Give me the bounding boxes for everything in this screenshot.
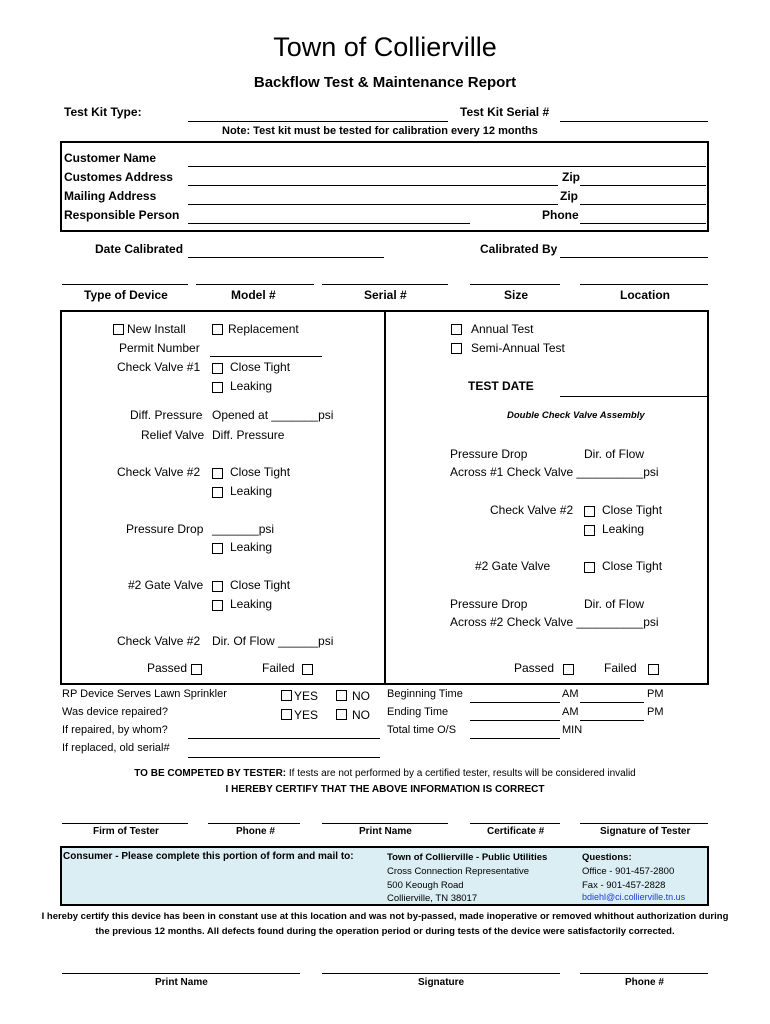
- replacement-checkbox[interactable]: [212, 324, 223, 335]
- right-passed-checkbox[interactable]: [563, 664, 574, 675]
- new-install-checkbox[interactable]: [113, 324, 124, 335]
- permit-number-field[interactable]: [210, 356, 322, 357]
- certificate-label: Certificate #: [487, 826, 545, 837]
- gate-valve-2-label: #2 Gate Valve: [128, 578, 204, 592]
- beginning-pm-field[interactable]: [580, 702, 644, 703]
- right-failed-checkbox[interactable]: [648, 664, 659, 675]
- right-cv2-leaking-checkbox[interactable]: [584, 525, 595, 536]
- tester-print-name-label: Print Name: [359, 826, 412, 837]
- cv2-leaking-checkbox[interactable]: [212, 487, 223, 498]
- beginning-time-field[interactable]: [470, 702, 560, 703]
- am2-label: AM: [562, 706, 579, 718]
- old-serial-label: If replaced, old serial#: [62, 742, 170, 754]
- zip2-label: Zip: [560, 189, 578, 203]
- relief-valve-label: Relief Valve: [141, 428, 205, 442]
- gv2-close-tight-checkbox[interactable]: [212, 581, 223, 592]
- calibrated-by-label: Calibrated By: [480, 242, 558, 256]
- sprinkler-yes-checkbox[interactable]: [281, 690, 292, 701]
- test-date-label: TEST DATE: [468, 379, 534, 393]
- diff-pressure-label: Diff. Pressure: [130, 408, 203, 422]
- pd-leaking-checkbox[interactable]: [212, 543, 223, 554]
- left-passed-label: Passed: [147, 661, 188, 675]
- across-cv2-field[interactable]: Across #2 Check Valve __________psi: [450, 615, 659, 629]
- dir-of-flow-field[interactable]: Dir. Of Flow ______psi: [212, 634, 334, 648]
- cv2-flow-label: Check Valve #2: [117, 634, 201, 648]
- dca-label: Double Check Valve Assembly: [507, 410, 645, 421]
- calibration-note: Note: Test kit must be tested for calibration every 12 months: [222, 125, 538, 137]
- tester-notice: [0, 768, 770, 779]
- replacement-label: Replacement: [228, 322, 299, 336]
- customer-address-label: Customes Address: [64, 170, 173, 184]
- right-cv2-leaking-label: Leaking: [602, 522, 645, 536]
- fax-number: Fax - 901-457-2828: [582, 880, 666, 891]
- tester-notice-text: If tests are not performed by a certified tester, results will be considered invalid: [286, 768, 636, 779]
- certify-statement: I HEREBY CERTIFY THAT THE ABOVE INFORMATION IS CORRECT: [225, 784, 545, 795]
- zip2-field[interactable]: [580, 204, 706, 205]
- gv2-close-tight-label: Close Tight: [230, 578, 291, 592]
- am-label: AM: [562, 688, 579, 700]
- consumer-signature-label: Signature: [418, 977, 465, 988]
- min-label: MIN: [562, 724, 583, 736]
- pm-label: PM: [647, 688, 664, 700]
- mail-street: 500 Keough Road: [387, 880, 464, 891]
- right-gate-valve-2-label: #2 Gate Valve: [475, 559, 551, 573]
- mailing-address-label: Mailing Address: [64, 189, 157, 203]
- phone-label: Phone: [542, 208, 579, 222]
- dir-flow-1-label: Dir. of Flow: [584, 447, 645, 461]
- cv1-close-tight-checkbox[interactable]: [212, 363, 223, 374]
- left-passed-checkbox[interactable]: [191, 664, 202, 675]
- test-date-field[interactable]: [560, 396, 708, 397]
- serial-header: Serial #: [364, 288, 407, 302]
- pressure-drop-2-label: Pressure Drop: [450, 597, 528, 611]
- tester-signature-field[interactable]: [580, 823, 708, 824]
- consumer-print-name-field[interactable]: [62, 973, 300, 974]
- repaired-no-checkbox[interactable]: [336, 709, 347, 720]
- annual-test-checkbox[interactable]: [451, 324, 462, 335]
- office-phone: Office - 901-457-2800: [582, 866, 675, 877]
- cv1-leaking-checkbox[interactable]: [212, 382, 223, 393]
- tester-phone-label: Phone #: [236, 826, 275, 837]
- right-passed-label: Passed: [514, 661, 555, 675]
- ending-pm-field[interactable]: [580, 720, 644, 721]
- customer-name-field[interactable]: [188, 166, 706, 167]
- test-kit-serial-label: Test Kit Serial #: [460, 105, 550, 119]
- right-gv2-close-tight-checkbox[interactable]: [584, 562, 595, 573]
- rp-sprinkler-label: RP Device Serves Lawn Sprinkler: [62, 688, 227, 700]
- repaired-by-field[interactable]: [188, 738, 380, 739]
- firm-of-tester-field[interactable]: [62, 823, 188, 824]
- tester-signature-label: Signature of Tester: [600, 826, 691, 837]
- cv2-close-tight-checkbox[interactable]: [212, 468, 223, 479]
- model-header: Model #: [231, 288, 276, 302]
- right-cv2-close-tight-label: Close Tight: [602, 503, 663, 517]
- repaired-no-label: NO: [352, 708, 370, 722]
- consumer-instruction: Consumer - Please complete this portion of form and mail to:: [63, 851, 354, 862]
- sprinkler-no-checkbox[interactable]: [336, 690, 347, 701]
- date-calibrated-field[interactable]: [188, 257, 384, 258]
- repaired-by-label: If repaired, by whom?: [62, 724, 168, 736]
- type-of-device-header: Type of Device: [84, 288, 168, 302]
- mailing-address-field[interactable]: [188, 204, 558, 205]
- zip-field[interactable]: [580, 185, 706, 186]
- gv2-leaking-label: Leaking: [230, 597, 273, 611]
- was-repaired-label: Was device repaired?: [62, 706, 168, 718]
- ending-time-label: Ending Time: [387, 706, 449, 718]
- permit-number-label: Permit Number: [119, 341, 200, 355]
- pm2-label: PM: [647, 706, 664, 718]
- beginning-time-label: Beginning Time: [387, 688, 463, 700]
- semi-annual-test-checkbox[interactable]: [451, 343, 462, 354]
- device-size-field[interactable]: [470, 284, 560, 285]
- cv2-leaking-label: Leaking: [230, 484, 273, 498]
- pressure-drop-field[interactable]: _______psi: [212, 522, 275, 536]
- device-location-field[interactable]: [580, 284, 708, 285]
- location-header: Location: [620, 288, 670, 302]
- firm-of-tester-label: Firm of Tester: [93, 826, 159, 837]
- zip-label: Zip: [562, 170, 580, 184]
- consumer-phone-label: Phone #: [625, 977, 664, 988]
- certificate-field[interactable]: [470, 823, 560, 824]
- footer-statement-1: I hereby certify this device has been in constant use at this location and was not by-passed, made inoperative or removed whithout authorization during: [41, 911, 729, 922]
- semi-annual-test-label: Semi-Annual Test: [471, 341, 565, 355]
- sprinkler-yes-label: YES: [294, 689, 319, 703]
- page-title: Town of Collierville: [273, 32, 497, 62]
- consumer-signature-field[interactable]: [322, 973, 560, 974]
- tester-phone-field[interactable]: [208, 823, 300, 824]
- customer-address-field[interactable]: [188, 185, 558, 186]
- consumer-phone-field[interactable]: [580, 973, 708, 974]
- left-failed-label: Failed: [262, 661, 295, 675]
- repaired-yes-label: YES: [294, 708, 319, 722]
- right-gv2-close-tight-label: Close Tight: [602, 559, 663, 573]
- mail-dept: Cross Connection Representative: [387, 866, 530, 877]
- right-check-valve-2-label: Check Valve #2: [490, 503, 574, 517]
- size-header: Size: [504, 288, 529, 302]
- phone-field[interactable]: [580, 223, 706, 224]
- contact-email-link[interactable]: bdiehl@ci.collierville.tn.us: [582, 892, 686, 902]
- page-subtitle: Backflow Test & Maintenance Report: [253, 74, 517, 91]
- tester-notice-bold: TO BE COMPETED BY TESTER:: [134, 768, 287, 779]
- ending-time-field[interactable]: [470, 720, 560, 721]
- old-serial-field[interactable]: [188, 757, 380, 758]
- relief-diff-pressure-label: Diff. Pressure: [212, 428, 285, 442]
- test-kit-type-field[interactable]: [188, 121, 448, 122]
- repaired-yes-checkbox[interactable]: [281, 709, 292, 720]
- cv1-leaking-label: Leaking: [230, 379, 273, 393]
- check-valve-1-label: Check Valve #1: [117, 360, 201, 374]
- test-kit-serial-field[interactable]: [560, 121, 708, 122]
- customer-name-label: Customer Name: [64, 151, 157, 165]
- right-failed-label: Failed: [604, 661, 637, 675]
- date-calibrated-label: Date Calibrated: [95, 242, 184, 256]
- new-install-label: New Install: [127, 322, 186, 336]
- dir-flow-2-label: Dir. of Flow: [584, 597, 645, 611]
- left-failed-checkbox[interactable]: [302, 664, 313, 675]
- check-valve-2-label: Check Valve #2: [117, 465, 201, 479]
- questions-label: Questions:: [582, 852, 632, 863]
- footer-statement-2: the previous 12 months. All defects found during the operation period or during tests of the device were satisfactorily corrected.: [95, 926, 675, 937]
- right-cv2-close-tight-checkbox[interactable]: [584, 506, 595, 517]
- left-test-panel: [60, 310, 386, 685]
- total-time-label: Total time O/S: [387, 724, 457, 736]
- sprinkler-no-label: NO: [352, 689, 370, 703]
- pressure-drop-1-label: Pressure Drop: [450, 447, 528, 461]
- device-serial-field[interactable]: [322, 284, 448, 285]
- tester-print-name-field[interactable]: [322, 823, 448, 824]
- gv2-leaking-checkbox[interactable]: [212, 600, 223, 611]
- pd-leaking-label: Leaking: [230, 540, 273, 554]
- mail-city: Collierville, TN 38017: [387, 893, 478, 904]
- cv1-close-tight-label: Close Tight: [230, 360, 291, 374]
- consumer-print-name-label: Print Name: [155, 977, 208, 988]
- annual-test-label: Annual Test: [471, 322, 534, 336]
- total-time-field[interactable]: [470, 738, 560, 739]
- mail-org: Town of Collierville - Public Utilities: [387, 852, 548, 863]
- test-kit-type-label: Test Kit Type:: [64, 105, 142, 119]
- across-cv1-field[interactable]: Across #1 Check Valve __________psi: [450, 465, 659, 479]
- calibrated-by-field[interactable]: [560, 257, 708, 258]
- pressure-drop-label: Pressure Drop: [126, 522, 204, 536]
- responsible-person-label: Responsible Person: [64, 208, 180, 222]
- cv2-close-tight-label: Close Tight: [230, 465, 291, 479]
- device-type-field[interactable]: [62, 284, 188, 285]
- responsible-person-field[interactable]: [188, 223, 470, 224]
- opened-at-field[interactable]: Opened at _______psi: [212, 408, 334, 422]
- device-model-field[interactable]: [196, 284, 314, 285]
